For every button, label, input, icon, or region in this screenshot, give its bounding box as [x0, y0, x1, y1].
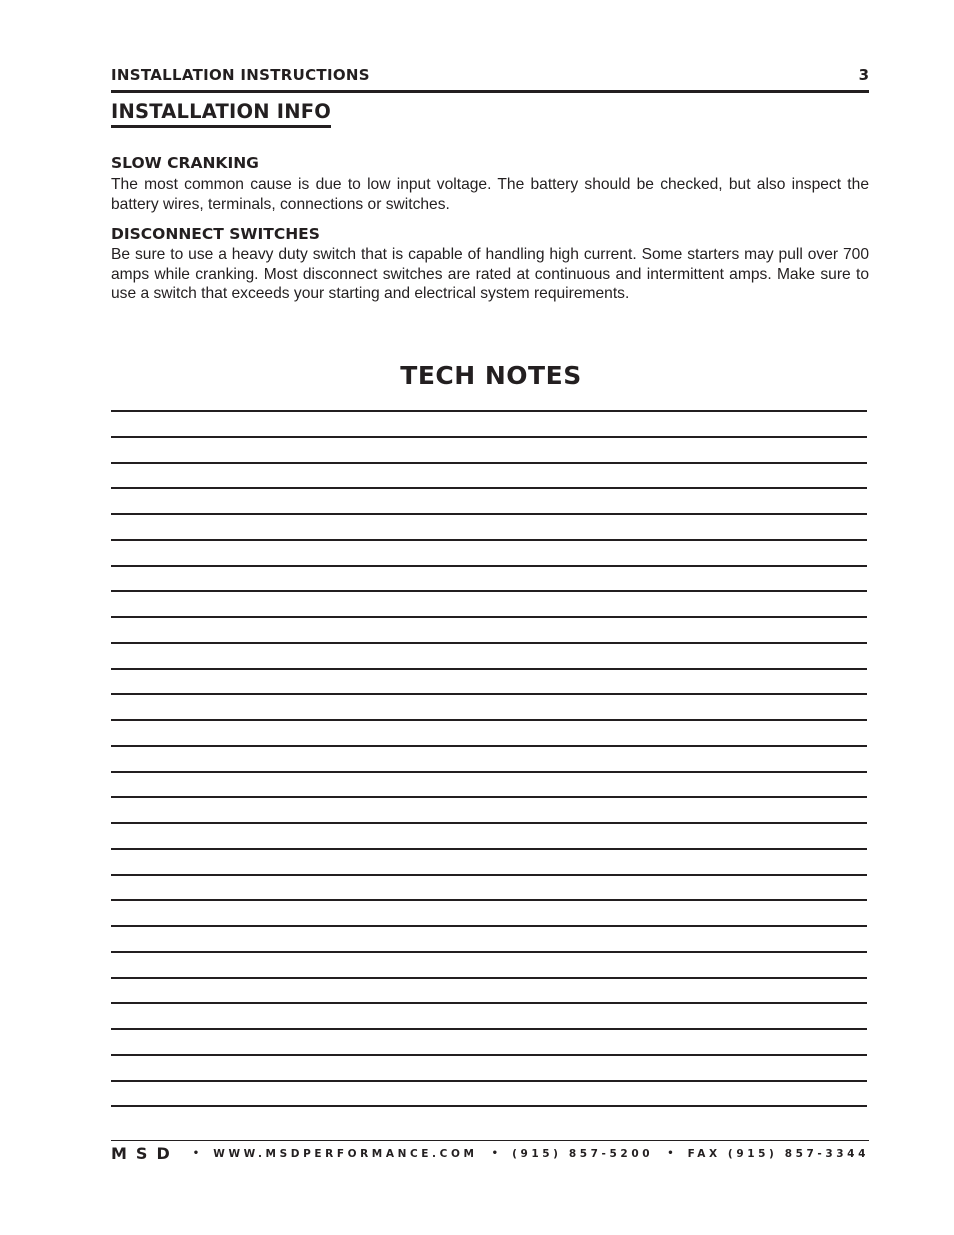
footer-fax: FAX (915) 857-3344: [687, 1147, 869, 1160]
note-line: [111, 951, 867, 953]
note-line: [111, 745, 867, 747]
tech-notes-title: TECH NOTES: [400, 361, 582, 390]
footer-brand: MSD: [111, 1144, 179, 1163]
footer-separator: •: [491, 1148, 498, 1159]
tech-notes-lines: [111, 0, 867, 1235]
note-line: [111, 1028, 867, 1030]
subsection-heading-disconnect-switches: DISCONNECT SWITCHES: [111, 225, 320, 243]
note-line: [111, 1002, 867, 1004]
note-line: [111, 1054, 867, 1056]
note-line: [111, 1105, 867, 1107]
subsection-body-slow-cranking: The most common cause is due to low input voltage. The battery should be checked, but also inspect the battery wires, terminals, connections or switches.: [111, 176, 869, 213]
note-line: [111, 848, 867, 850]
subsection-body-disconnect-switches: Be sure to use a heavy duty switch that is capable of handling high current. Some starters may pull over 700 amps while cranking. Most disconnect switches are rated at continuous and intermittent amps. Make sure to use a switch that exceeds your starting and electrical system requirements.: [111, 246, 869, 302]
note-line: [111, 642, 867, 644]
footer-website: WWW.MSDPERFORMANCE.COM: [213, 1147, 478, 1160]
header-title: INSTALLATION INSTRUCTIONS: [111, 66, 370, 84]
footer-phone: (915) 857-5200: [512, 1147, 654, 1160]
note-line: [111, 796, 867, 798]
note-line: [111, 977, 867, 979]
section-title: INSTALLATION INFO: [111, 100, 331, 128]
note-line: [111, 436, 867, 438]
note-line: [111, 487, 867, 489]
note-line: [111, 590, 867, 592]
footer-separator: •: [192, 1148, 200, 1159]
note-line: [111, 771, 867, 773]
page-number: 3: [858, 66, 869, 84]
note-line: [111, 1080, 867, 1082]
footer-separator: •: [667, 1148, 674, 1159]
note-line: [111, 719, 867, 721]
note-line: [111, 513, 867, 515]
subsection-heading-slow-cranking: SLOW CRANKING: [111, 154, 259, 172]
note-line: [111, 899, 867, 901]
note-line: [111, 693, 867, 695]
note-line: [111, 668, 867, 670]
note-line: [111, 925, 867, 927]
note-line: [111, 410, 867, 412]
note-line: [111, 539, 867, 541]
note-line: [111, 565, 867, 567]
note-line: [111, 462, 867, 464]
note-line: [111, 616, 867, 618]
page-footer: [111, 1140, 869, 1167]
note-line: [111, 822, 867, 824]
note-line: [111, 874, 867, 876]
